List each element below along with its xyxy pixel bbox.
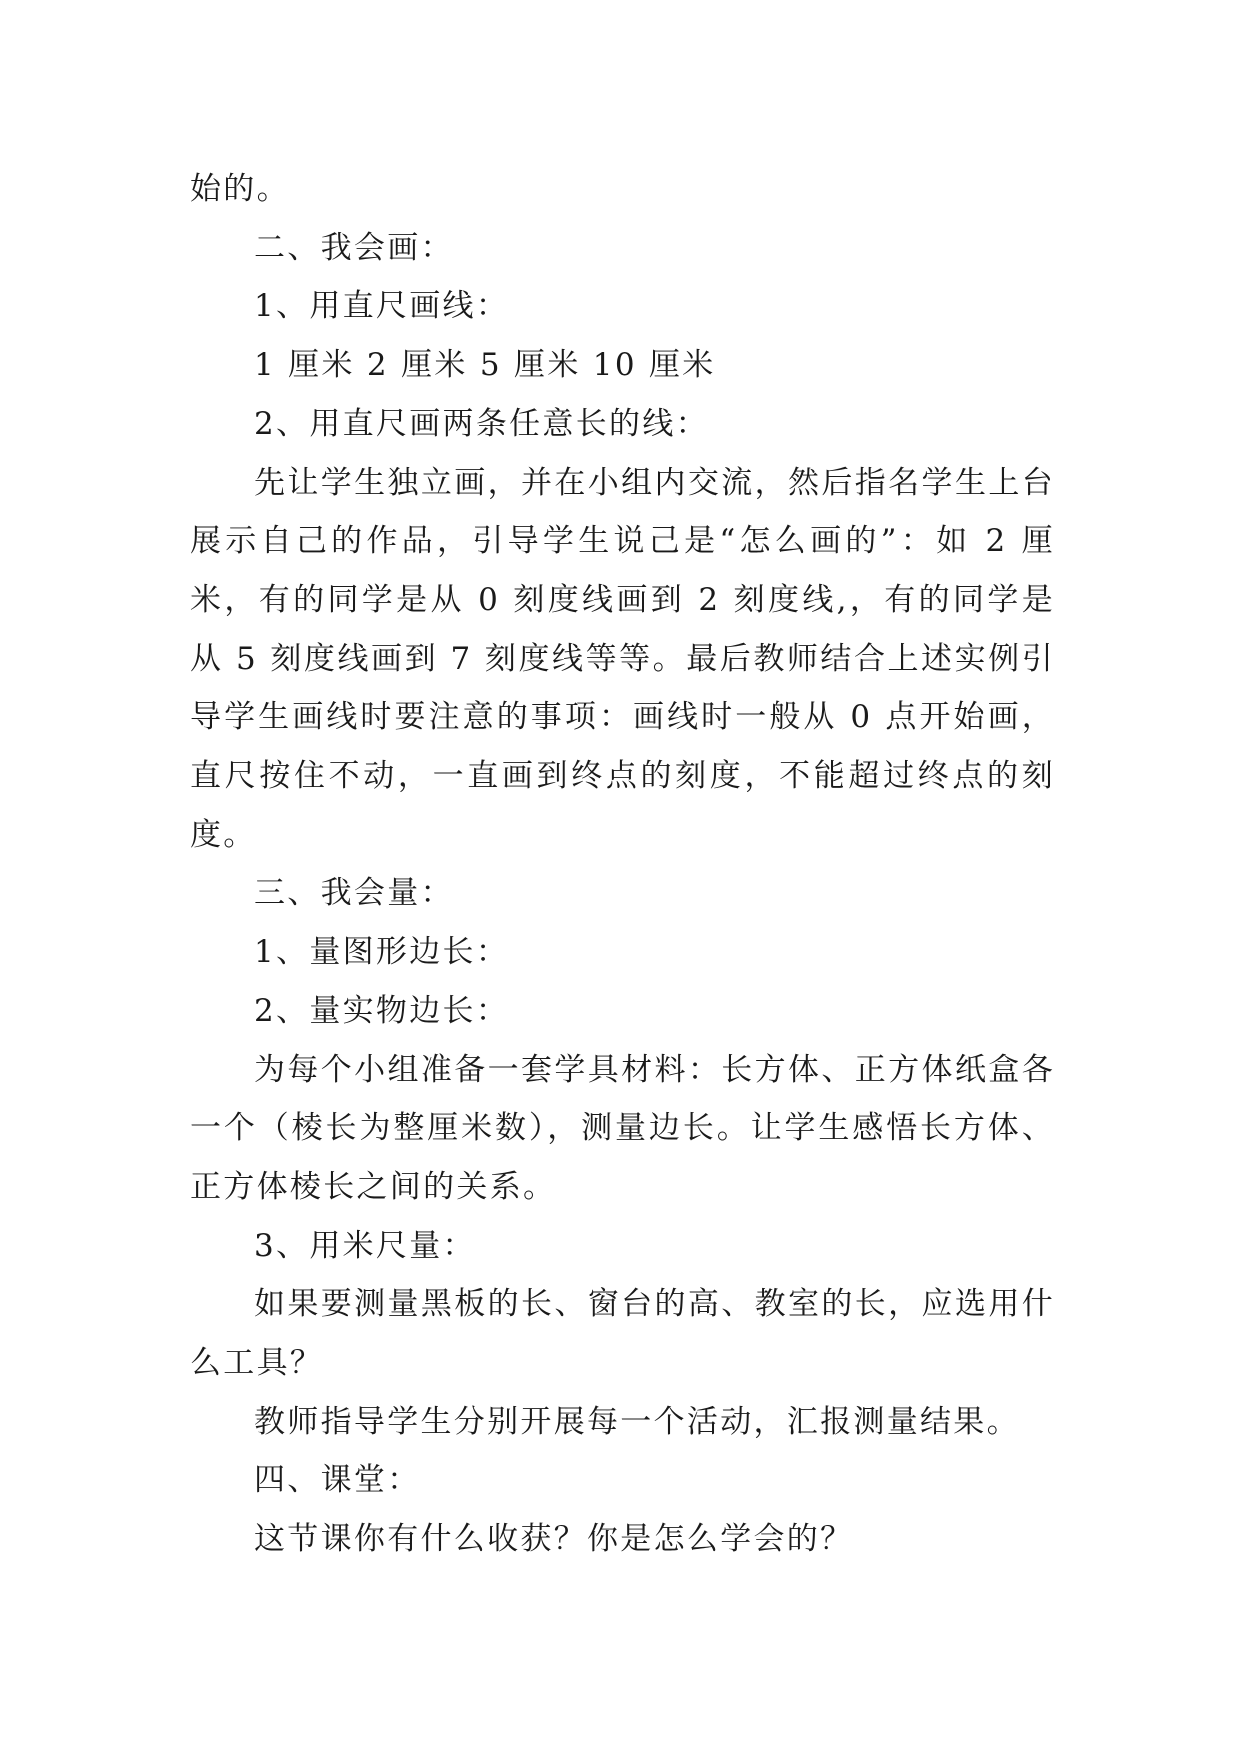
- subheading-draw-lines: 1、用直尺画线：: [254, 288, 510, 325]
- paragraph-reflection-question: 这节课你有什么收获？你是怎么学会的？: [254, 1521, 854, 1558]
- section-heading-draw: 二、我会画：: [254, 229, 454, 266]
- subheading-measure-figure: 1、量图形边长：: [254, 934, 510, 971]
- section-heading-measure: 三、我会量：: [254, 875, 454, 912]
- subheading-draw-two-lines: 2、用直尺画两条任意长的线：: [254, 405, 709, 442]
- paragraph-drawing-instructions: 先让学生独立画，并在小组内交流，然后指名学生上台展示自己的作品，引导学生说己是“怎么画的”：如 2 厘米，有的同学是从 0 刻度线画到 2 刻度线,，有的同学是从 5 刻度线画到 7 刻度线等等。最后教师结合上述实例引导学生画线时要注意的事项：画线时一般从 0 点开始画，直尺按住不动，一直画到终点的刻度，不能超过终点的刻度。: [190, 464, 1055, 853]
- paragraph-teacher-guidance: 教师指导学生分别开展每一个活动，汇报测量结果。: [254, 1403, 1020, 1440]
- subheading-measure-object: 2、量实物边长：: [254, 992, 510, 1029]
- document-body: [190, 160, 1055, 1569]
- paragraph-continuation: 始的。: [190, 171, 290, 207]
- paragraph-lengths: 1 厘米 2 厘米 5 厘米 10 厘米: [254, 347, 716, 384]
- section-heading-classroom: 四、课堂：: [254, 1462, 421, 1499]
- paragraph-materials: 为每个小组准备一套学具材料：长方体、正方体纸盒各一个（棱长为整厘米数），测量边长。让学生感悟长方体、正方体棱长之间的关系。: [190, 1051, 1055, 1205]
- paragraph-tool-question: 如果要测量黑板的长、窗台的高、教室的长，应选用什么工具？: [190, 1286, 1055, 1382]
- subheading-meter-ruler: 3、用米尺量：: [254, 1227, 476, 1264]
